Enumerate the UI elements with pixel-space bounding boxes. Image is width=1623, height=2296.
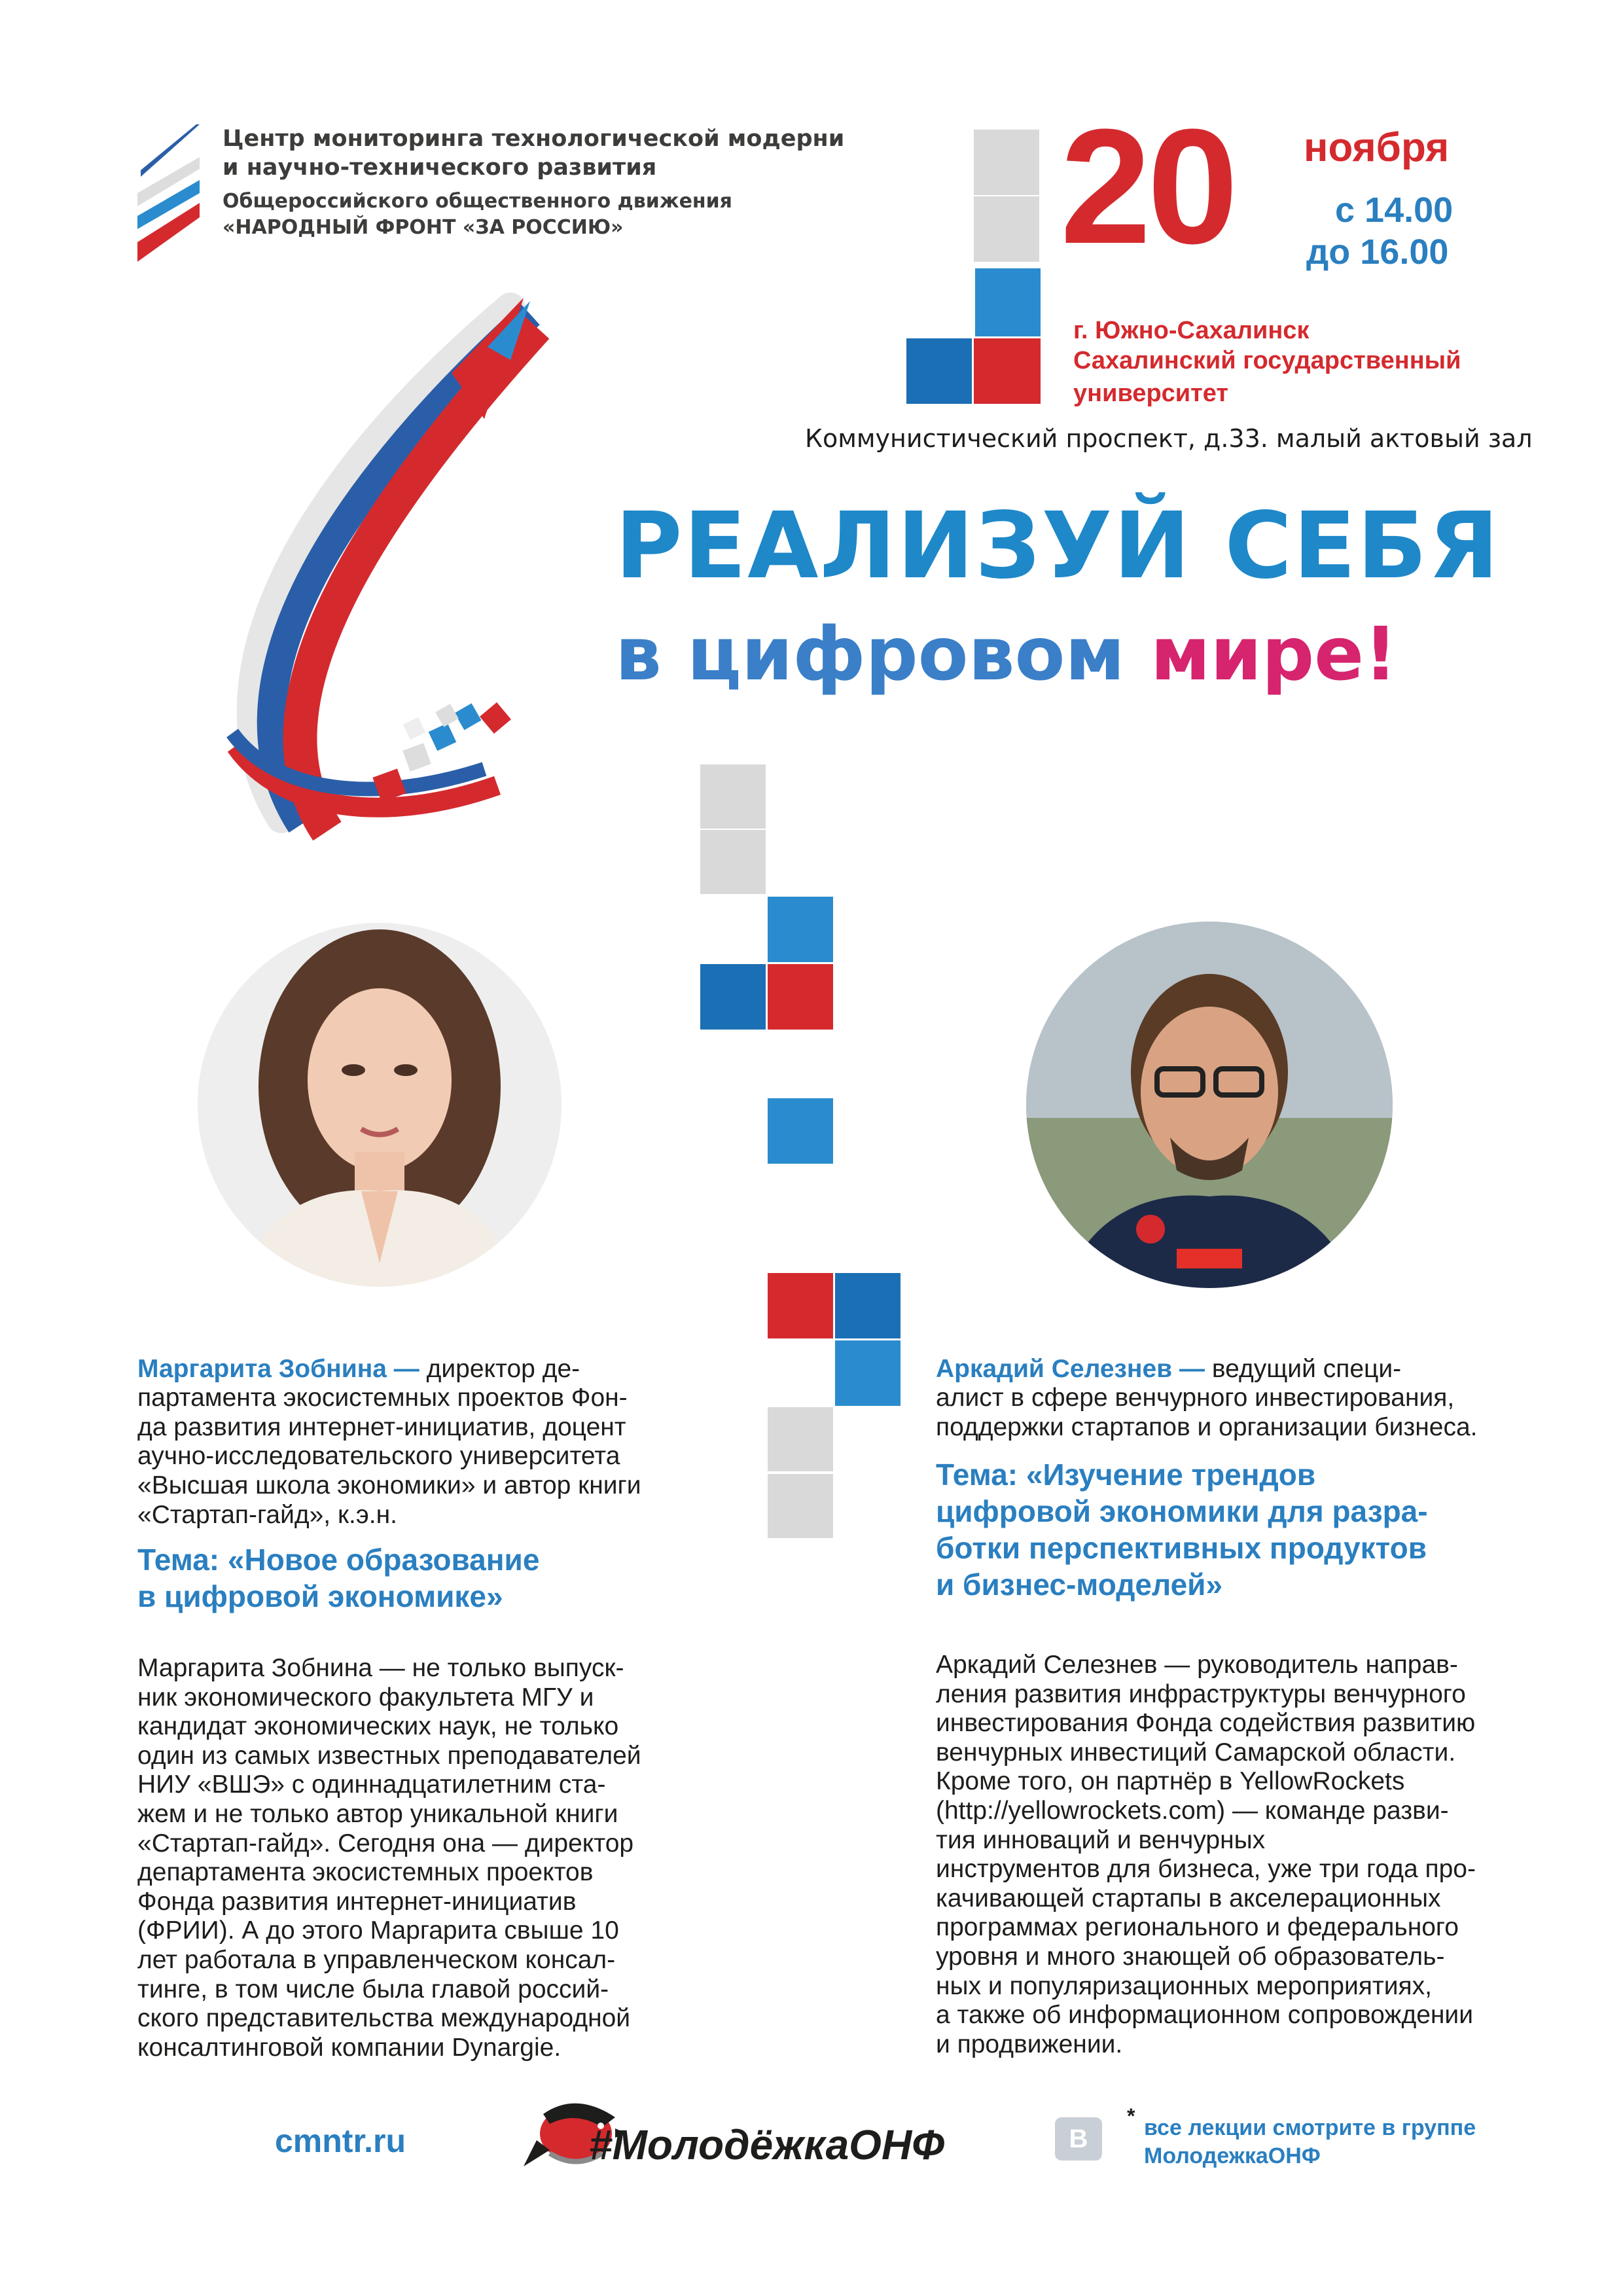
vk-note-line1: все лекции смотрите в группе xyxy=(1144,2115,1476,2140)
decor-square xyxy=(768,1273,833,1338)
speaker1-bio xyxy=(137,1325,700,1530)
decor-square xyxy=(975,268,1041,336)
decor-square xyxy=(768,1407,833,1471)
vk-icon-letter: В xyxy=(1069,2124,1088,2153)
event-address: Коммунистический проспект, д.33. малый актовый зал xyxy=(805,424,1533,453)
speaker2-bio-text: ведущий специ- алист в сфере венчурного инвестирования, поддержки стартапов и организации бизнеса. xyxy=(936,1354,1478,1441)
headline-line2-part1: в цифровом xyxy=(615,612,1125,697)
org-name-line2: и научно-технического развития xyxy=(223,154,657,181)
decor-square xyxy=(700,964,766,1030)
event-month: ноября xyxy=(1304,125,1450,170)
event-venue-line2: университет xyxy=(1073,380,1228,407)
vk-icon[interactable] xyxy=(1055,2117,1102,2161)
event-time-to: до 16.00 xyxy=(1306,232,1449,272)
headline-line2 xyxy=(615,612,1398,697)
speaker2-topic: Тема: «Изучение трендов цифровой экономики для разра- ботки перспективных продуктов и бизнес-моделей» xyxy=(936,1458,1428,1602)
speaker1-description: Маргарита Зобнина — не только выпуск- ник экономического факультета МГУ и кандидат экономических наук, не только один из самых известных преподавателей НИУ «ВШЭ» с одиннадцатилетним ста- жем и не только автор уникальной книги «Стартап-гайд». Сегодня она — директор департамента экосистемных проектов Фонда развития интернет-инициатив (ФРИИ). А до этого Маргарита свыше 10 лет работала в управленческом консал- тинге, в том числе была главой россий- ского представительства международной консалтинговой компании Dynargie. xyxy=(137,1654,641,2062)
vk-asterisk: * xyxy=(1127,2104,1135,2128)
decor-square xyxy=(974,130,1039,195)
vk-group-link[interactable]: МолодежкаОНФ xyxy=(1144,2144,1321,2168)
decor-square xyxy=(700,764,766,829)
arrow-graphic xyxy=(223,288,615,851)
decor-square xyxy=(700,830,766,894)
speaker1-name: Маргарита Зобнина — xyxy=(137,1354,419,1383)
event-city: г. Южно-Сахалинск xyxy=(1073,317,1310,344)
org-name-line3: Общероссийского общественного движения xyxy=(223,190,732,213)
decor-square xyxy=(768,1098,833,1164)
decor-square xyxy=(974,196,1039,262)
speaker2-bio xyxy=(936,1325,1525,1442)
headline-line1: РЕАЛИЗУЙ СЕБЯ xyxy=(615,493,1501,600)
event-venue-line1: Сахалинский государственный xyxy=(1073,347,1461,374)
event-day: 20 xyxy=(1060,95,1235,278)
event-time-from: с 14.00 xyxy=(1335,190,1454,230)
decor-square xyxy=(835,1340,901,1406)
org-name-line1: Центр мониторинга технологической модерни xyxy=(223,126,845,152)
decor-square xyxy=(974,338,1041,404)
website-link[interactable]: cmntr.ru xyxy=(275,2123,406,2159)
speaker1-topic: Тема: «Новое образование в цифровой экономике» xyxy=(137,1543,540,1613)
speaker2-photo xyxy=(1026,922,1393,1288)
org-logo xyxy=(134,124,209,268)
decor-square xyxy=(835,1273,901,1338)
decor-square xyxy=(906,338,972,404)
headline-line2-part2: мире! xyxy=(1150,612,1398,697)
decor-square xyxy=(768,897,833,962)
decor-square xyxy=(768,1474,833,1538)
speaker2-name: Аркадий Селезнев — xyxy=(936,1354,1205,1383)
speaker2-description: Аркадий Селезнев — руководитель направ- ления развития инфраструктуры венчурного инвестирования Фонда содействия развитию венчурных инвестиций Самарской области. Кроме того, он партнёр в YellowRockets (http://yellowrockets.com) — команде разви- тия инноваций и венчурных инструментов для бизнеса, уже три года про- качивающей стартапы в акселерационных программах регионального и федерального уровня и много знающей об образователь- ных и популяризационных мероприятиях, а также об информационном сопровождении и продвижении. xyxy=(936,1651,1476,2058)
speaker1-bio-text: директор де- партамента экосистемных проектов Фон- да развития интернет-инициатив, доцент аучно-исследовательского университета «Высшая школа экономики» и автор книги «Стартап-гайд», к.э.н. xyxy=(137,1354,641,1529)
hashtag-label: #МолодёжкаОНФ xyxy=(589,2121,945,2168)
decor-square xyxy=(768,964,833,1030)
org-name-line4: «НАРОДНЫЙ ФРОНТ «ЗА РОССИЮ» xyxy=(223,216,624,239)
speaker1-photo xyxy=(198,923,562,1287)
